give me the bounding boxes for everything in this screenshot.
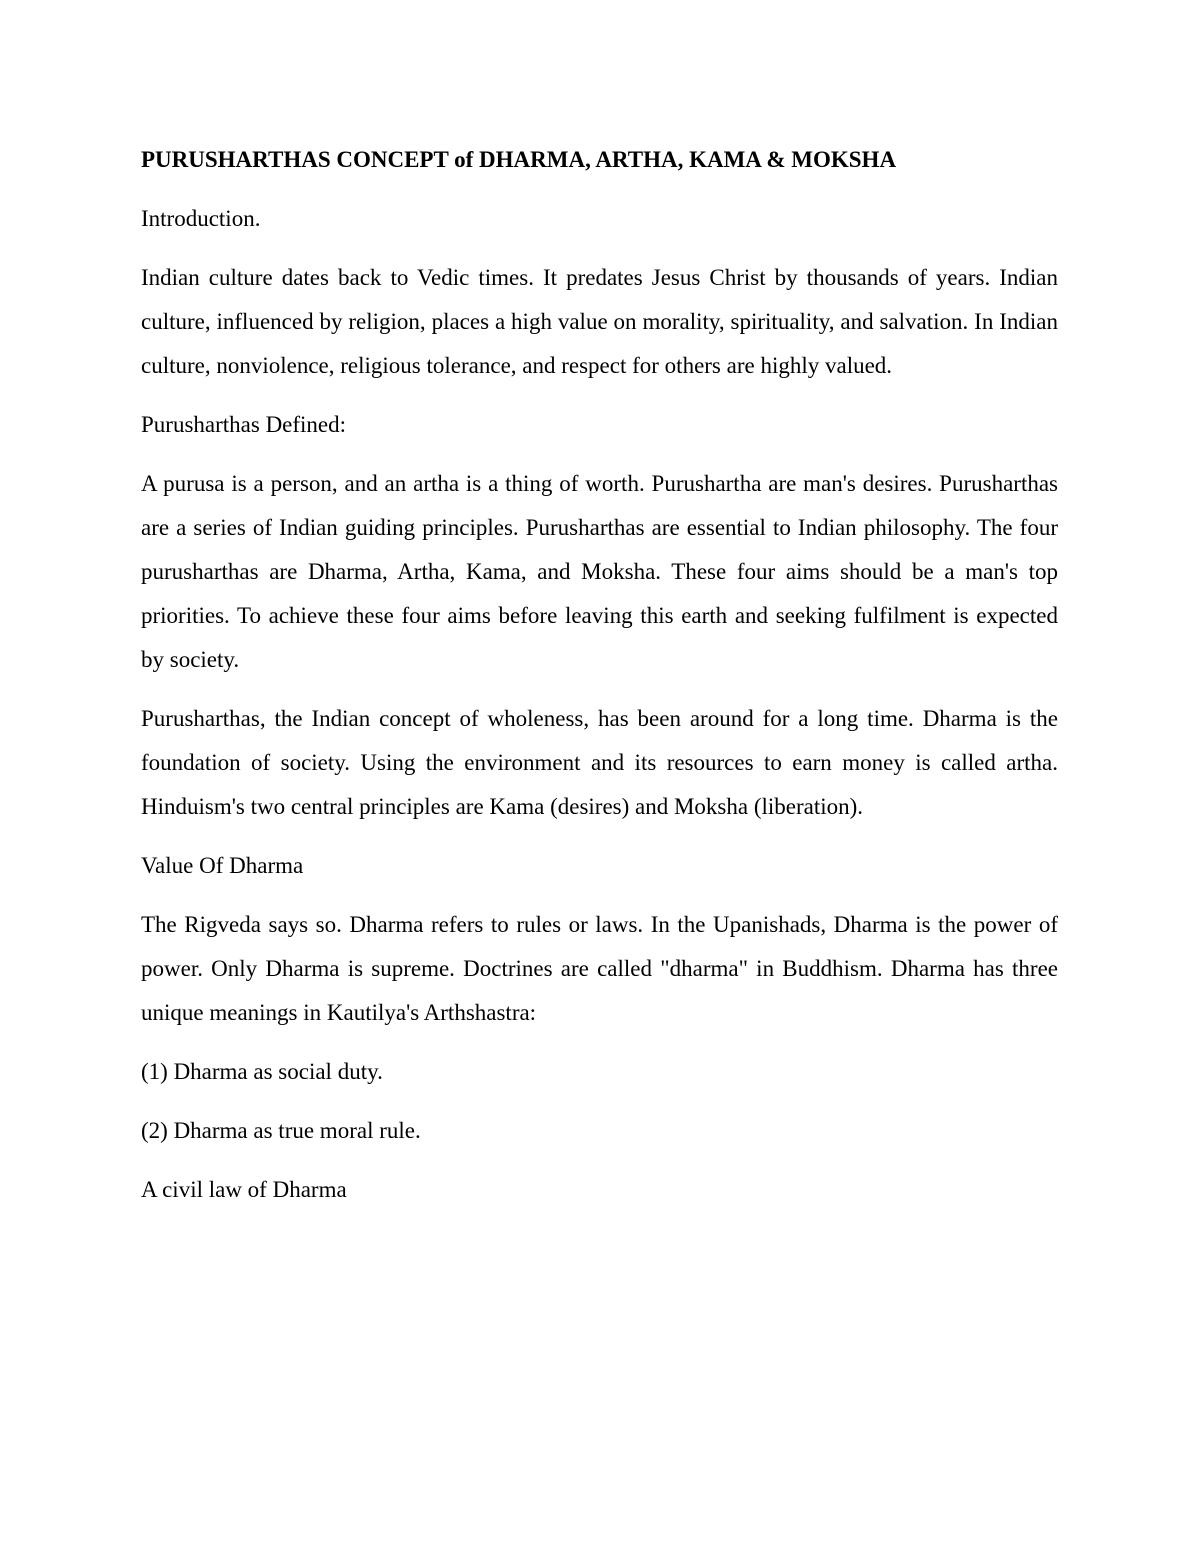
dharma-heading: Value Of Dharma [141, 853, 304, 878]
dharma-meaning-2: (2) Dharma as true moral rule. [141, 1118, 421, 1143]
intro-heading: Introduction. [141, 206, 261, 231]
dharma-meaning-1: (1) Dharma as social duty. [141, 1059, 383, 1084]
defined-heading: Purusharthas Defined: [141, 412, 347, 437]
intro-paragraph: Indian culture dates back to Vedic times. It predates Jesus Christ by thousands of years. Indian culture, influenced by religion, places a high value on morality, spirituality, and salvation. In Indian culture, nonviolence, religious tolerance, and respect for others are highly valued. [141, 265, 1058, 378]
wholeness-paragraph: Purusharthas, the Indian concept of wholeness, has been around for a long time. Dharma is the foundation of society. Using the environment and its resources to earn money is called artha. Hinduism's two central principles are Kama (desires) and Moksha (liberation). [141, 706, 1058, 819]
dharma-paragraph: The Rigveda says so. Dharma refers to rules or laws. In the Upanishads, Dharma is the power of power. Only Dharma is supreme. Doctrines are called "dharma" in Buddhism. Dharma has three unique meanings in Kautilya's Arthshastra: [141, 912, 1058, 1025]
dharma-meaning-3: A civil law of Dharma [141, 1177, 347, 1202]
document-title: PURUSHARTHAS CONCEPT of DHARMA, ARTHA, KAMA & MOKSHA [141, 147, 897, 172]
defined-paragraph: A purusa is a person, and an artha is a thing of worth. Purushartha are man's desires. Purusharthas are a series of Indian guiding principles. Purusharthas are essential to Indian philosophy. The four purusharthas are Dharma, Artha, Kama, and Moksha. These four aims should be a man's top priorities. To achieve these four aims before leaving this earth and seeking fulfilment is expected by society. [141, 471, 1058, 672]
document-body [141, 138, 1058, 1227]
